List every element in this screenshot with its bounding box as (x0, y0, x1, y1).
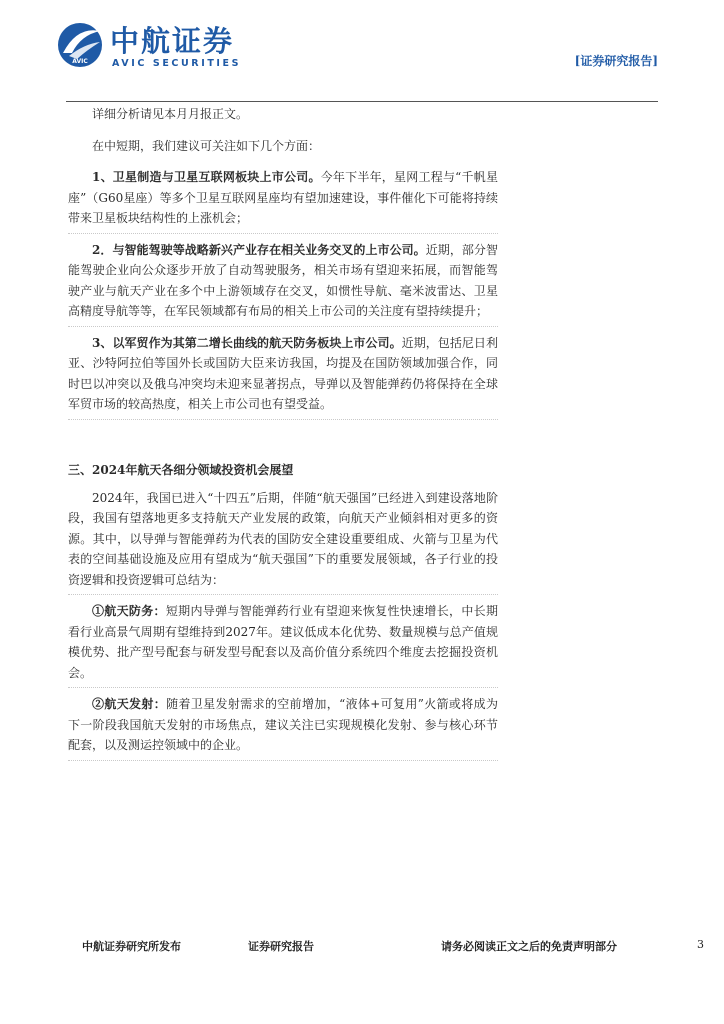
footer-disclaimer: 请务必阅读正文之后的免责声明部分 (441, 940, 617, 953)
section-paragraph: 2024年，我国已进入“十四五”后期，伴随“航天强国”已经进入到建设落地阶段，我国有望落地更多支持航天产业发展的政策，向航天产业倾斜相对更多的资源。其中，以导弹与智能弹药为代表的国防安全建设重要组成、火箭与卫星为代表的空间基础设施及应用有望成为“航天强国”下的重要发展领域，各子行业的投资逻辑和投资逻辑可总结为： (68, 488, 498, 596)
recommendation-item (68, 240, 498, 327)
bullet-text: 随着卫星发射需求的空前增加，“液体+可复用”火箭或将成为下一阶段我国航天发射的市场焦点，建议关注已实现规模化发射、参与核心环节配套，以及测运控领域中的企业。 (68, 697, 498, 752)
bullet-title: ①航天防务： (92, 604, 166, 618)
svg-text:AVIC: AVIC (72, 58, 88, 65)
intro-line: 详细分析请见本月月报正文。 (92, 107, 249, 121)
company-logo (57, 22, 257, 74)
footer-report-type: 证券研究报告 (248, 940, 314, 953)
bullet-text: 短期内导弹与智能弹药行业有望迎来恢复性快速增长，中长期看行业高景气周期有望维持到2027年。建议低成本化优势、数量规模与总产值规模优势、批产型号配套与研发型号配套以及高价值分系统四个维度去挖掘投资机会。 (68, 604, 498, 680)
suggestion-line: 在中短期，我们建议可关注如下几个方面： (92, 138, 321, 153)
item-title: 1、卫星制造与卫星互联网板块上市公司。 (92, 170, 321, 184)
item-title: 3、以军贸作为其第二增长曲线的航天防务板块上市公司。 (92, 335, 402, 350)
opportunity-bullet (68, 601, 498, 688)
item-text: 今年下半年，星网工程与“千帆星座”（G60星座）等多个卫星互联网星座均有望加速建设，事件催化下可能将持续带来卫星板块结构性的上涨机会； (68, 170, 498, 225)
item-text: 近期，部分智能驾驶企业向公众逐步开放了自动驾驶服务，相关市场有望迎来拓展，而智能驾驶产业与航天产业在多个中上游领域存在交叉，如惯性导航、毫米波雷达、卫星高精度导航等等，在军民领域都有布局的相关上市公司的关注度有望持续提升； (68, 242, 498, 318)
footer-publisher: 中航证券研究所发布 (82, 940, 181, 953)
avic-logo-icon (57, 22, 103, 68)
recommendation-item (68, 333, 498, 420)
opportunity-bullet (68, 694, 498, 761)
logo-chinese-name: 中航证券 (110, 24, 235, 58)
report-body (68, 104, 498, 767)
section-heading: 三、2024年航天各细分领域投资机会展望 (68, 462, 294, 477)
item-text: 近期，包括尼日利亚、沙特阿拉伯等国外长或国防大臣来访我国，均提及在国防领域加强合作，同时巴以冲突以及俄乌冲突均未迎来显著拐点，导弹以及智能弹药仍将保持在全球军贸市场的较高热度，相关上市公司也有望受益。 (68, 335, 498, 411)
logo-english-name: AVIC SECURITIES (112, 58, 242, 69)
header-divider (66, 101, 658, 102)
bullet-title: ②航天发射： (92, 697, 167, 711)
report-type-tag: [证券研究报告] (574, 54, 658, 68)
recommendation-item (68, 167, 498, 234)
item-title: 2．与智能驾驶等战略新兴产业存在相关业务交叉的上市公司。 (92, 242, 426, 257)
page-number: 3 (697, 938, 704, 951)
